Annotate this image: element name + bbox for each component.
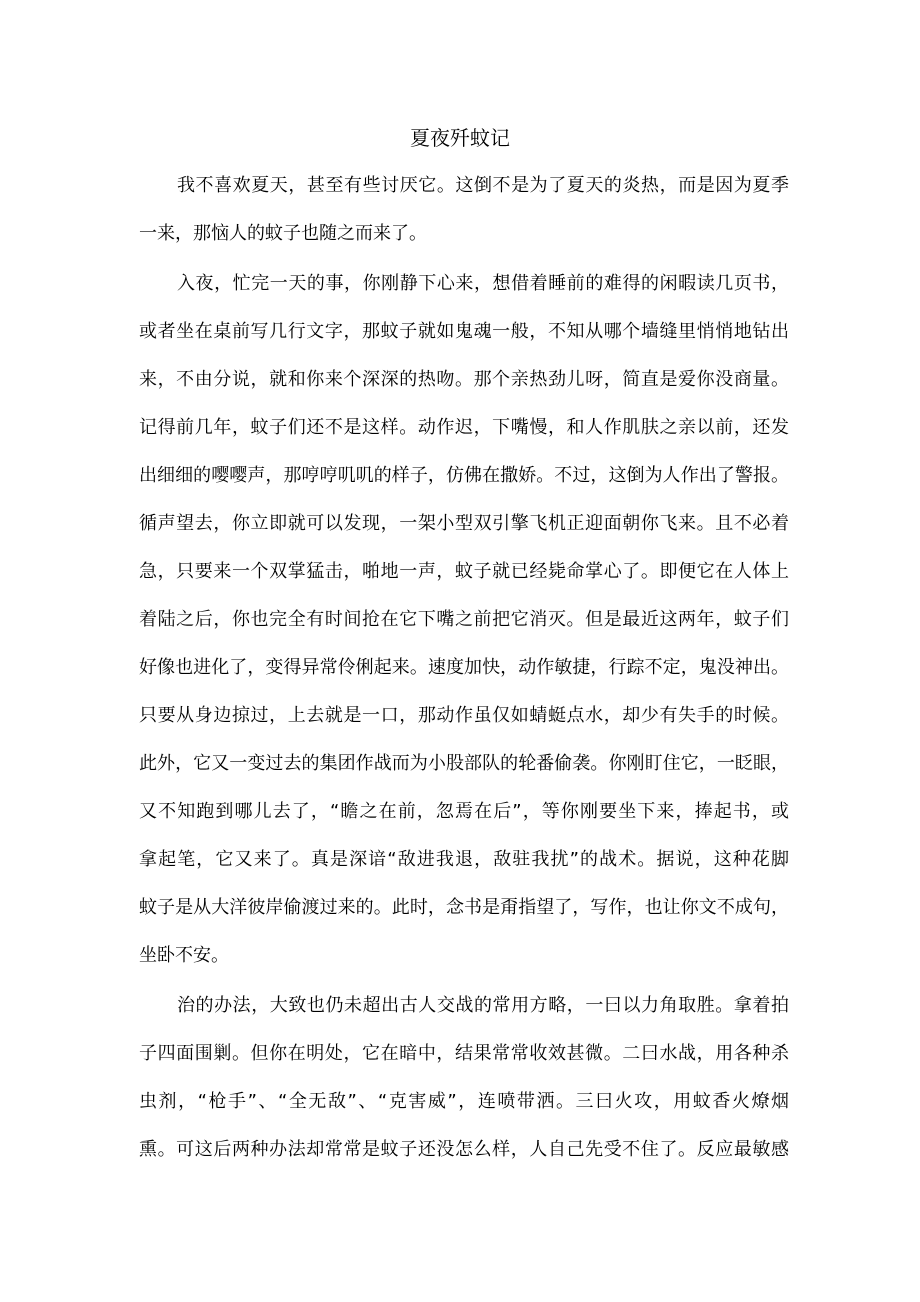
text-line: 来，不由分说，就和你来个深深的热吻。那个亲热劲儿呀，简直是爱你没商量。: [139, 369, 789, 390]
text-line: 我不喜欢夏天，甚至有些讨厌它。这倒不是为了夏天的炎热，而是因为夏季: [177, 175, 789, 196]
text-line: 子四面围剿。但你在明处，它在暗中，结果常常收效甚微。二曰水战，用各种杀: [139, 1043, 789, 1064]
text-line: 治的办法，大致也仍未超出古人交战的常用方略，一曰以力角取胜。拿着拍: [177, 995, 789, 1016]
text-line: 熏。可这后两种办法却常常是蚊子还没怎么样，人自己先受不住了。反应最敏感: [139, 1139, 789, 1160]
text-line: 此外，它又一变过去的集团作战而为小股部队的轮番偷袭。你刚盯住它，一眨眼，: [139, 753, 789, 774]
text-line: 循声望去，你立即就可以发现，一架小型双引擎飞机正迎面朝你飞来。且不必着: [139, 513, 789, 534]
text-line: 或者坐在桌前写几行文字，那蚊子就如鬼魂一般，不知从哪个墙缝里悄悄地钻出: [139, 321, 789, 342]
text-line: 蚊子是从大洋彼岸偷渡过来的。此时，念书是甭指望了，写作，也让你文不成句，: [139, 897, 789, 918]
text-line: 又不知跑到哪儿去了，“瞻之在前，忽焉在后”，等你刚要坐下来，捧起书，或: [139, 801, 789, 822]
text-line: 拿起笔，它又来了。真是深谙“敌进我退，敌驻我扰”的战术。据说，这种花脚: [139, 849, 789, 870]
text-line: 坐卧不安。: [139, 945, 229, 966]
text-line: 出细细的嘤嘤声，那哼哼叽叽的样子，仿佛在撒娇。不过，这倒为人作出了警报。: [139, 465, 789, 486]
text-line: 记得前几年，蚊子们还不是这样。动作迟，下嘴慢，和人作肌肤之亲以前，还发: [139, 417, 789, 438]
text-line: 入夜，忙完一天的事，你刚静下心来，想借着睡前的难得的闲暇读几页书，: [177, 273, 789, 294]
text-line: 一来，那恼人的蚊子也随之而来了。: [139, 223, 427, 244]
text-line: 急，只要来一个双掌猛击，啪地一声，蚊子就已经毙命掌心了。即便它在人体上: [139, 561, 789, 582]
text-line: 只要从身边掠过，上去就是一口，那动作虽仅如蜻蜓点水，却少有失手的时候。: [139, 705, 789, 726]
text-line: 虫剂，“枪手”、“全无敌”、“克害威”，连喷带洒。三曰火攻，用蚊香火燎烟: [139, 1091, 789, 1112]
text-line: 好像也进化了，变得异常伶俐起来。速度加快，动作敏捷，行踪不定，鬼没神出。: [139, 657, 789, 678]
document-title: 夏夜歼蚊记: [410, 126, 510, 150]
text-line: 着陆之后，你也完全有时间抢在它下嘴之前把它消灭。但是最近这两年，蚊子们: [139, 609, 789, 630]
